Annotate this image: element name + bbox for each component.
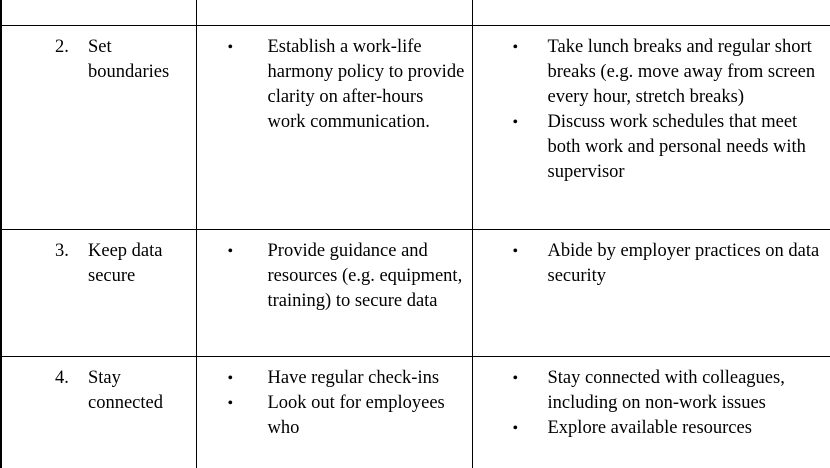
employee-cell bbox=[472, 357, 830, 468]
bullet-icon: • bbox=[512, 370, 519, 387]
strategy-label: Set boundaries bbox=[88, 37, 170, 82]
bullet-icon: • bbox=[512, 420, 519, 437]
row-number: 2. bbox=[55, 37, 69, 57]
list-item bbox=[473, 366, 830, 416]
employer-cell bbox=[196, 26, 472, 230]
strategy-label: Keep data secure bbox=[88, 241, 163, 286]
table-row bbox=[1, 230, 830, 357]
list-item bbox=[473, 110, 830, 185]
strategy-cell bbox=[1, 230, 196, 357]
employee-list bbox=[473, 26, 830, 185]
list-item-text: Have regular check-ins bbox=[267, 368, 440, 388]
list-item bbox=[473, 416, 830, 441]
employer-cell bbox=[196, 357, 472, 468]
bullet-icon: • bbox=[227, 395, 234, 412]
list-item bbox=[197, 366, 472, 391]
employer-list bbox=[197, 26, 472, 135]
row-number: 4. bbox=[55, 368, 69, 388]
bullet-icon: • bbox=[227, 243, 234, 260]
bullet-icon: • bbox=[512, 243, 519, 260]
table-row bbox=[1, 26, 830, 230]
strategy-cell bbox=[1, 26, 196, 230]
employer-list bbox=[197, 357, 472, 441]
table-row bbox=[1, 357, 830, 468]
employer-list bbox=[197, 230, 472, 314]
list-item bbox=[197, 391, 472, 441]
table-row-cropped-top bbox=[1, 0, 830, 26]
bullet-icon: • bbox=[227, 39, 234, 56]
list-item-text: Look out for employees who bbox=[267, 393, 445, 438]
bullet-icon: • bbox=[512, 114, 519, 131]
table-cell bbox=[1, 0, 196, 26]
strategy-cell bbox=[1, 357, 196, 468]
employee-cell bbox=[472, 26, 830, 230]
row-number: 3. bbox=[55, 241, 69, 261]
list-item-text: Abide by employer practices on data security bbox=[547, 241, 820, 286]
bullet-icon: • bbox=[512, 39, 519, 56]
list-item-text: Take lunch breaks and regular short breaks (e.g. move away from screen every hour, stretch breaks) bbox=[547, 37, 816, 107]
list-item bbox=[473, 239, 830, 289]
list-item bbox=[197, 35, 472, 135]
list-item-text: Provide guidance and resources (e.g. equipment, training) to secure data bbox=[267, 241, 463, 311]
bullet-icon: • bbox=[227, 370, 234, 387]
list-item bbox=[197, 239, 472, 314]
list-item-text: Discuss work schedules that meet both work and personal needs with supervisor bbox=[547, 112, 806, 182]
employee-cell bbox=[472, 230, 830, 357]
list-item-text: Stay connected with colleagues, including on non-work issues bbox=[547, 368, 785, 413]
employee-list bbox=[473, 357, 830, 441]
table-cell bbox=[472, 0, 830, 26]
strategy-label: Stay connected bbox=[88, 368, 163, 413]
list-item-text: Explore available resources bbox=[547, 418, 752, 438]
employer-cell bbox=[196, 230, 472, 357]
list-item-text: Establish a work-life harmony policy to provide clarity on after-hours work communication. bbox=[267, 37, 465, 132]
employee-list bbox=[473, 230, 830, 289]
list-item bbox=[473, 35, 830, 110]
table-cell bbox=[196, 0, 472, 26]
